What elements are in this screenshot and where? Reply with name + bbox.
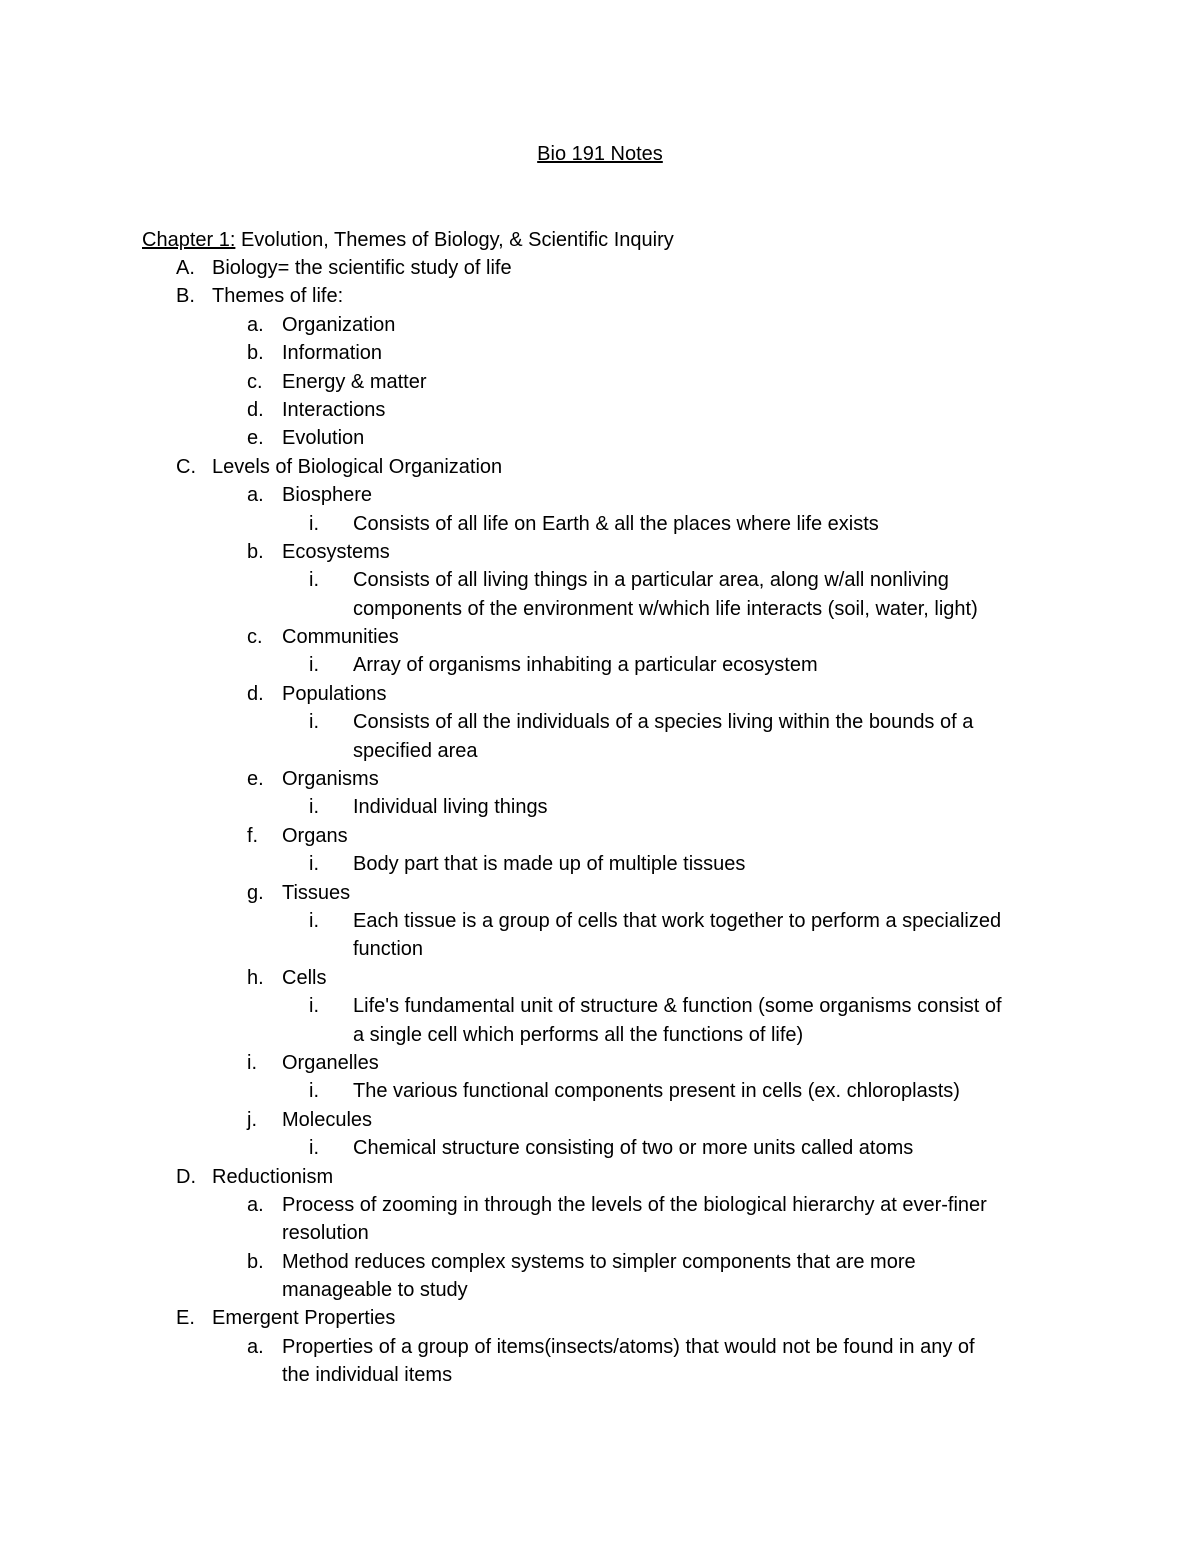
outline-item-level-2 <box>0 680 1200 708</box>
outline-text: Life's fundamental unit of structure & function (some organisms consist of <box>353 995 1002 1018</box>
outline-text: Biosphere <box>282 484 373 507</box>
outline-text: a single cell which performs all the functions of life) <box>353 1023 804 1046</box>
outline-text: Cells <box>282 966 327 989</box>
chapter-heading <box>142 226 674 254</box>
outline-marker: i. <box>309 654 319 677</box>
outline-text: Properties of a group of items(insects/atoms) that would not be found in any of <box>282 1335 975 1358</box>
outline-item-level-2 <box>0 1049 1200 1077</box>
outline-marker: a. <box>247 1335 264 1358</box>
outline-item-level-3 <box>0 1077 1200 1105</box>
outline-marker: i. <box>309 569 319 592</box>
outline-item-level-3 <box>0 992 1200 1020</box>
outline-marker: e. <box>247 427 264 450</box>
outline-marker: b. <box>247 540 264 563</box>
outline-marker: h. <box>247 966 264 989</box>
outline-marker: a. <box>247 484 264 507</box>
outline-item-level-3 <box>0 566 1200 594</box>
outline-text: The various functional components present in cells (ex. chloroplasts) <box>353 1080 960 1103</box>
outline-item-level-2 <box>0 481 1200 509</box>
outline-marker: d. <box>247 682 264 705</box>
outline-item-level-3 <box>0 935 1200 963</box>
outline-item-level-2 <box>0 879 1200 907</box>
outline-marker: c. <box>247 370 263 393</box>
outline-text: Consists of all living things in a particular area, along w/all nonliving <box>353 569 949 592</box>
outline-marker: b. <box>247 1250 264 1273</box>
outline-text: Levels of Biological Organization <box>212 455 503 478</box>
outline-text: Individual living things <box>353 796 548 819</box>
outline-text: Tissues <box>282 881 351 904</box>
outline-marker: D. <box>176 1165 196 1188</box>
outline-text: Evolution <box>282 427 365 450</box>
outline-item-level-2 <box>0 1219 1200 1247</box>
outline-item-level-2 <box>0 623 1200 651</box>
outline-marker: i. <box>309 853 319 876</box>
outline-text: Energy & matter <box>282 370 427 393</box>
outline-text: specified area <box>353 739 478 762</box>
outline-text: Information <box>282 342 383 365</box>
outline-marker: i. <box>309 1137 319 1160</box>
outline-marker: b. <box>247 342 264 365</box>
outline-text: Each tissue is a group of cells that work together to perform a specialized <box>353 909 1002 932</box>
outline-item-level-1 <box>0 254 1200 282</box>
outline-text: Process of zooming in through the levels of the biological hierarchy at ever-finer <box>282 1193 987 1216</box>
outline-item-level-2 <box>0 339 1200 367</box>
outline-marker: f. <box>247 824 259 847</box>
outline-marker: a. <box>247 1193 264 1216</box>
outline-item-level-1 <box>0 282 1200 310</box>
outline-text: the individual items <box>282 1364 453 1387</box>
outline-item-level-2 <box>0 1248 1200 1276</box>
outline-text: Themes of life: <box>212 285 344 308</box>
outline-marker: C. <box>176 455 196 478</box>
outline-item-level-2 <box>0 368 1200 396</box>
outline-text: Chemical structure consisting of two or more units called atoms <box>353 1137 914 1160</box>
outline-marker: i. <box>247 1051 257 1074</box>
outline-item-level-2 <box>0 822 1200 850</box>
outline-item-level-3 <box>0 1021 1200 1049</box>
outline-marker: j. <box>247 1108 257 1131</box>
document-title-text: Bio 191 Notes <box>537 143 663 165</box>
outline-marker: i. <box>309 711 319 734</box>
outline-item-level-2 <box>0 538 1200 566</box>
outline-item-level-1 <box>0 1163 1200 1191</box>
outline-text: Array of organisms inhabiting a particular ecosystem <box>353 654 818 677</box>
outline-item-level-3 <box>0 737 1200 765</box>
outline-text: Emergent Properties <box>212 1307 396 1330</box>
outline-marker: d. <box>247 398 264 421</box>
outline-item-level-2 <box>0 1106 1200 1134</box>
outline-item-level-3 <box>0 595 1200 623</box>
outline-item-level-2 <box>0 1276 1200 1304</box>
outline-marker: i. <box>309 512 319 535</box>
outline-marker: i. <box>309 995 319 1018</box>
outline-text: Organs <box>282 824 348 847</box>
outline-marker: c. <box>247 626 263 649</box>
chapter-title: Evolution, Themes of Biology, & Scientific Inquiry <box>235 229 674 251</box>
outline-item-level-3 <box>0 793 1200 821</box>
outline-text: Biology= the scientific study of life <box>212 257 512 279</box>
outline-text: Organization <box>282 313 396 336</box>
outline-item-level-3 <box>0 510 1200 538</box>
outline-item-level-2 <box>0 964 1200 992</box>
outline-text: Molecules <box>282 1108 373 1131</box>
outline-item-level-2 <box>0 396 1200 424</box>
outline-item-level-3 <box>0 907 1200 935</box>
outline-item-level-3 <box>0 651 1200 679</box>
outline-marker: E. <box>176 1307 195 1330</box>
outline-text: Organisms <box>282 768 379 791</box>
outline-text: Reductionism <box>212 1165 334 1188</box>
outline-text: Organelles <box>282 1051 379 1074</box>
outline-item-level-2 <box>0 311 1200 339</box>
outline-item-level-2 <box>0 1361 1200 1389</box>
outline-marker: a. <box>247 313 264 336</box>
outline-text: Interactions <box>282 398 386 421</box>
outline-item-level-1 <box>0 1304 1200 1332</box>
outline-text: Consists of all the individuals of a species living within the bounds of a <box>353 711 974 734</box>
outline-text: manageable to study <box>282 1279 468 1302</box>
outline-item-level-2 <box>0 1333 1200 1361</box>
outline-item-level-3 <box>0 850 1200 878</box>
outline-text: Populations <box>282 682 387 705</box>
outline-text: Communities <box>282 626 399 649</box>
outline-marker: A. <box>176 257 195 279</box>
outline-text: Ecosystems <box>282 540 390 563</box>
outline-item-level-2 <box>0 765 1200 793</box>
outline-text: Body part that is made up of multiple tissues <box>353 853 746 876</box>
outline-text: function <box>353 938 424 961</box>
outline-item-level-3 <box>0 708 1200 736</box>
outline-text: Consists of all life on Earth & all the places where life exists <box>353 512 879 535</box>
outline-item-level-1 <box>0 453 1200 481</box>
outline-marker: e. <box>247 768 264 791</box>
outline-marker: B. <box>176 285 195 308</box>
outline-text: components of the environment w/which life interacts (soil, water, light) <box>353 597 978 620</box>
outline-marker: g. <box>247 881 264 904</box>
outline-item-level-2 <box>0 424 1200 452</box>
outline-marker: i. <box>309 1080 319 1103</box>
outline-text: Method reduces complex systems to simpler components that are more <box>282 1250 916 1273</box>
outline-marker: i. <box>309 909 319 932</box>
outline-text: resolution <box>282 1222 369 1245</box>
document-title <box>0 140 1200 168</box>
outline-marker: i. <box>309 796 319 819</box>
notes-outline <box>0 254 1200 1390</box>
outline-item-level-2 <box>0 1191 1200 1219</box>
chapter-label: Chapter 1: <box>142 229 236 251</box>
outline-item-level-3 <box>0 1134 1200 1162</box>
